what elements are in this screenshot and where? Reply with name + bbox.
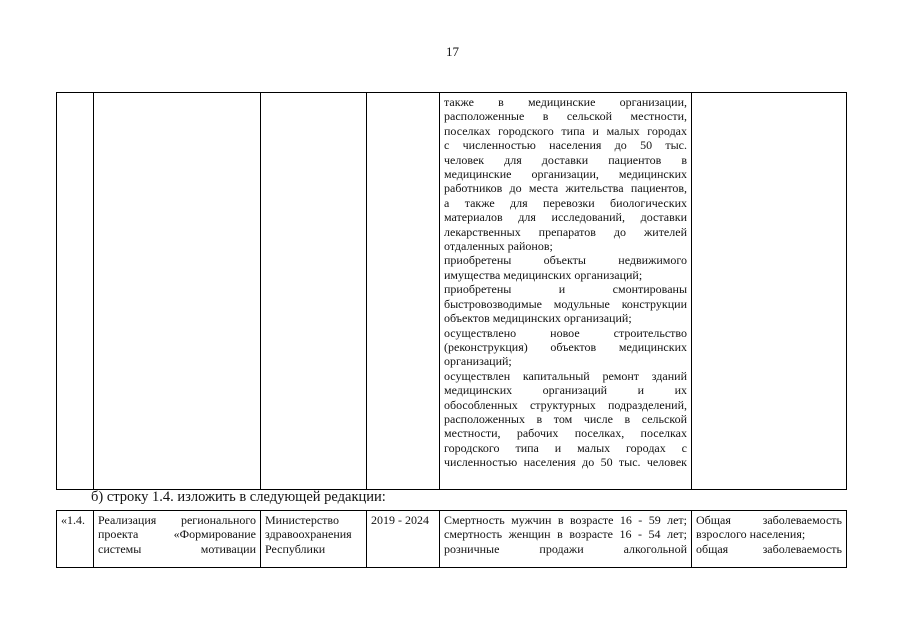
result-text-line: работников до места жительства пациентов, — [444, 181, 687, 196]
row-1-4-table — [56, 510, 847, 568]
result-text-line: с численностью населения до 50 тыс. — [444, 138, 687, 153]
cell-project — [94, 93, 261, 490]
result-text-line: человек для доставки пациентов в — [444, 152, 687, 167]
indicator-line: Общая заболеваемость — [696, 513, 842, 527]
cell-results — [440, 511, 692, 568]
result-text-line: также в медицинские организации, — [444, 95, 687, 109]
project-line: системы мотивации — [98, 541, 256, 556]
result-text-line: отдаленных районов; — [444, 239, 553, 254]
table-row — [57, 511, 847, 568]
result-text-line: объектов медицинских организаций; — [444, 311, 632, 326]
cell-period — [367, 93, 440, 490]
continuation-table — [56, 92, 847, 490]
indicator-line: общая заболеваемость — [696, 541, 842, 556]
cell-period: 2019 - 2024 — [367, 511, 440, 568]
result-line: Смертность мужчин в возрасте 16 - 59 лет; — [444, 513, 687, 527]
cell-ministry — [261, 511, 367, 568]
result-text-line: местности, рабочих поселках, поселках — [444, 426, 687, 441]
cell-num — [57, 93, 94, 490]
result-text-line: а также для перевозки биологических — [444, 195, 687, 210]
result-text-line: быстровозводимые модульные конструкции — [444, 296, 687, 311]
result-text-line: расположенных в том числе в сельской — [444, 411, 687, 426]
cell-ministry — [261, 93, 367, 490]
result-text-line: приобретены и смонтированы — [444, 282, 687, 297]
cell-project — [94, 511, 261, 568]
section-heading: б) строку 1.4. изложить в следующей редакции: — [91, 489, 386, 505]
cell-results — [440, 93, 692, 490]
result-text-line: (реконструкция) объектов медицинских — [444, 339, 687, 354]
project-line: Реализация регионального — [98, 513, 256, 527]
result-text-line: осуществлено новое строительство — [444, 325, 687, 340]
result-text-line: приобретены объекты недвижимого — [444, 253, 687, 268]
result-line: смертность женщин в возрасте 16 - 54 лет; — [444, 527, 687, 542]
table-row — [57, 93, 847, 490]
result-text-line: городского типа и малых городах с — [444, 440, 687, 455]
result-text-line: материалов для исследований, доставки — [444, 210, 687, 225]
result-text-line: обособленных структурных подразделений, — [444, 397, 687, 412]
result-text-line: имущества медицинских организаций; — [444, 267, 643, 282]
result-text-line: медицинских организаций и их — [444, 383, 687, 398]
cell-num: «1.4. — [57, 511, 94, 568]
indicator-line: взрослого населения; — [696, 527, 806, 542]
ministry-line: здравоохранения — [265, 527, 352, 542]
result-text-line: медицинские организации, медицинских — [444, 167, 687, 182]
ministry-line: Республики — [265, 541, 326, 556]
result-text-line: лекарственных препаратов до жителей — [444, 224, 687, 239]
result-text-line: осуществлен капитальный ремонт зданий — [444, 368, 687, 383]
cell-indicators — [692, 511, 847, 568]
cell-indicators — [692, 93, 847, 490]
result-line: розничные продажи алкогольной — [444, 541, 687, 556]
ministry-line: Министерство — [265, 513, 339, 527]
project-line: проекта «Формирование — [98, 527, 256, 542]
result-text-line: численностью населения до 50 тыс. человек — [444, 455, 687, 470]
result-text-line: расположенные в сельской местности, — [444, 109, 687, 124]
result-text-line: организаций; — [444, 354, 512, 369]
result-text-line: поселках городского типа и малых городах — [444, 123, 687, 138]
page-number: 17 — [446, 44, 459, 59]
